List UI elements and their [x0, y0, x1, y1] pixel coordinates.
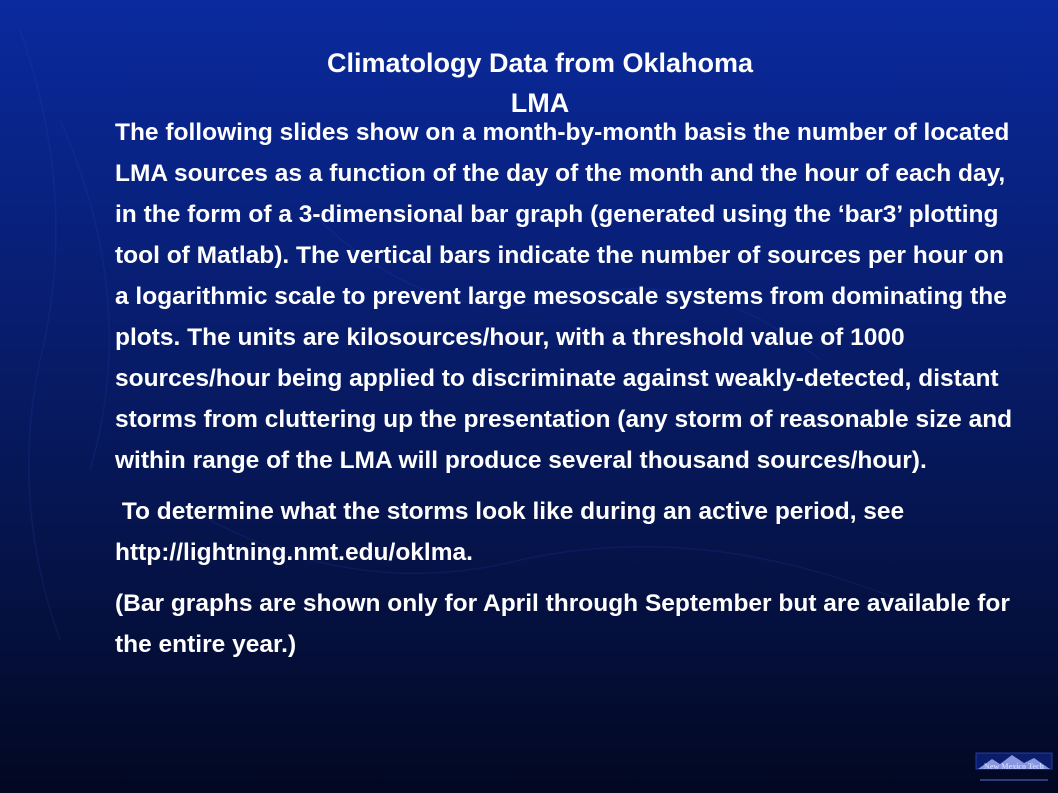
slide-body — [115, 112, 1015, 665]
slide-title — [240, 43, 840, 123]
paragraph-link-info: To determine what the storms look like during an active period, see http://lightning.nmt.edu/oklma. — [115, 498, 911, 566]
paragraph-note: (Bar graphs are shown only for April through September but are available for the entire year.) — [115, 590, 1010, 658]
slide-title-line-2: LMA — [510, 88, 570, 118]
paragraph-description: The following slides show on a month-by-month basis the number of located LMA sources as a function of the day of the month and the hour of each day, in the form of a 3-dimensional bar graph (generated using the ‘bar3’ plotting tool of Matlab). The vertical bars indicate the number of sources per hour on a logarithmic scale to prevent large mesoscale systems from dominating the plots. The units are kilosources/hour, with a threshold value of 1000 sources/hour being applied to discriminate against weakly-detected, distant storms from cluttering up the presentation (any storm of reasonable size and within range of the LMA will produce several thousand sources/hour). — [115, 119, 1013, 474]
nmt-logo — [974, 749, 1054, 785]
logo-text: New Mexico Tech — [984, 762, 1044, 771]
slide-title-line-1: Climatology Data from Oklahoma — [326, 48, 754, 78]
